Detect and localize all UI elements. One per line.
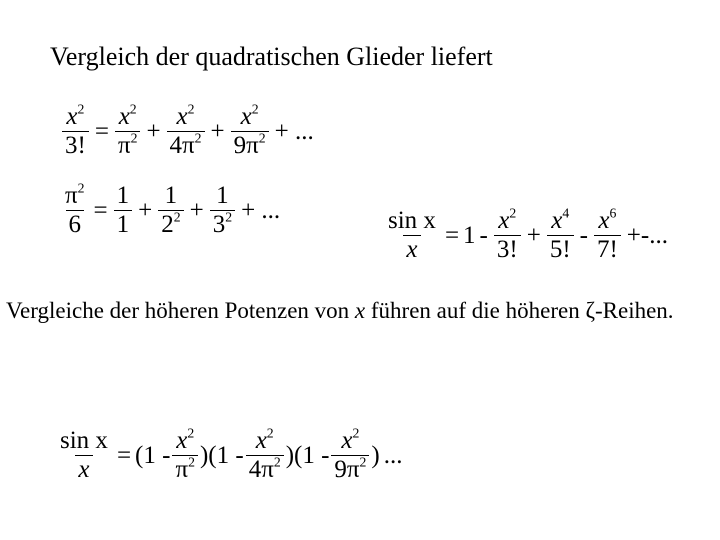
plus-sign: + [138,196,153,224]
factor-open: (1 - [135,441,171,469]
denominator-exponent: 2 [173,209,181,225]
numerator-base: x [240,103,252,130]
heading: Vergleich der quadratischen Glieder liefert [50,42,493,71]
equation-x2-over-3fact [60,101,318,160]
numerator-base: x [255,427,267,454]
numerator-exponent: 2 [352,425,360,441]
denominator: 7! [594,235,621,263]
numerator-exponent: 2 [187,101,195,117]
numerator-exponent: 2 [251,101,259,117]
fraction-term-3 [231,101,269,160]
numerator-exponent: 6 [609,205,617,221]
numerator-exponent: 4 [562,205,570,221]
numerator-base: x [498,207,510,234]
denominator-exponent: 2 [359,454,367,470]
equation-pi2-over-6 [60,180,284,239]
plus-sign: + [210,117,225,145]
fraction-factor-2 [246,425,284,484]
minus-sign: - [479,221,488,249]
denominator-base: π [117,132,131,160]
numerator-exponent: 2 [77,180,85,196]
denominator: x [403,235,420,263]
numerator-exponent: 2 [187,425,195,441]
fraction-term-2 [167,101,205,160]
fraction-term-1 [494,205,521,264]
equals-sign: = [94,117,109,145]
denominator-exponent: 2 [194,130,202,146]
minus-sign: - [579,221,588,249]
series-tail: + ... [241,196,281,224]
equals-sign: = [93,196,108,224]
denominator: x [75,455,92,483]
fraction-term-3 [594,205,621,264]
equation-sin-product [55,425,407,484]
sentence-part-2: führen auf die höheren ζ-Reihen. [365,298,674,323]
fraction-term-1 [115,101,141,160]
denominator: 1 [114,210,133,238]
denominator-base: 9π [233,132,259,160]
denominator-exponent: 2 [130,130,138,146]
numerator-base: x [66,103,78,130]
denominator-base: 4π [248,456,274,484]
denominator-exponent: 2 [188,454,195,470]
factor-open: (1 - [294,441,330,469]
numerator-base: x [176,427,188,454]
denominator-exponent: 2 [258,130,266,146]
factor-close: ) [285,441,295,469]
fraction-term-3 [210,183,235,239]
numerator-exponent: 2 [509,205,517,221]
equals-sign: = [116,441,132,469]
numerator-exponent: 2 [266,425,274,441]
denominator-base: 3 [212,211,226,239]
sentence-part-1: Vergleiche der höheren Potenzen von [6,298,355,323]
denominator: 6 [66,210,85,238]
fraction-term-2 [158,183,183,239]
numerator-base: x [341,427,353,454]
plus-sign: + [189,196,204,224]
numerator-exponent: 2 [77,101,85,117]
factor-open: (1 - [208,441,244,469]
series-tail: + ... [274,117,314,145]
equals-sign: = [444,221,460,249]
fraction-term-1 [114,183,133,239]
zeta-series-sentence [6,298,674,324]
numerator: sin x [388,207,436,234]
variable-x: x [354,298,366,323]
numerator: sin x [60,427,108,454]
numerator: 1 [164,182,178,209]
equation-sin-series [383,205,672,264]
denominator-exponent: 2 [225,209,233,225]
fraction-lhs [385,208,439,264]
plus-sign: + [526,221,541,249]
fraction-lhs [62,180,88,239]
numerator-base: x [598,207,610,234]
numerator: 1 [116,182,130,209]
denominator-exponent: 2 [273,454,281,470]
numerator-exponent: 2 [129,101,137,117]
fraction-lhs [57,428,111,484]
plus-sign: + [146,117,161,145]
numerator-base: π [65,182,78,209]
fraction-lhs [62,101,89,160]
fraction-factor-1 [172,425,198,484]
denominator: 3! [62,131,89,159]
numerator-base: x [118,103,130,130]
fraction-factor-3 [331,425,369,484]
series-tail: +-... [626,221,668,249]
fraction-term-2 [547,205,574,264]
factor-close: ) [199,441,209,469]
numerator-base: x [551,207,563,234]
denominator-base: 4π [169,132,195,160]
denominator-base: π [175,456,189,484]
denominator-base: 2 [161,211,174,239]
denominator-base: 9π [334,456,360,484]
product-tail: ... [383,441,403,469]
numerator: 1 [216,182,229,209]
numerator-base: x [176,103,188,130]
denominator: 3! [494,235,521,263]
denominator: 5! [547,235,574,263]
constant-one: 1 [463,221,476,249]
factor-close: ) [371,441,380,469]
